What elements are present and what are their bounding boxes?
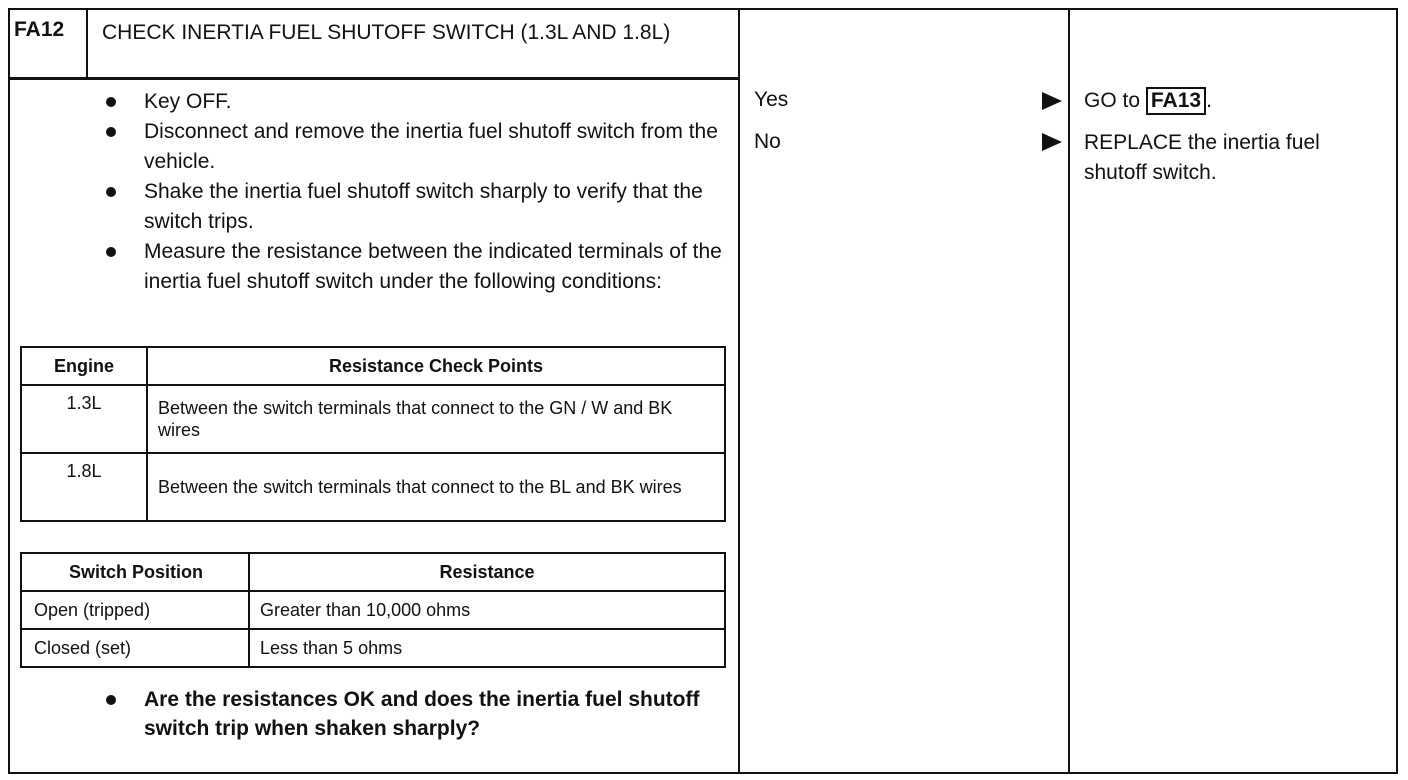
column-header-switch-position: Switch Position	[21, 553, 249, 591]
resistance-cell: Less than 5 ohms	[249, 629, 725, 667]
column-divider-result	[1068, 8, 1070, 774]
bullet-icon	[106, 695, 116, 705]
action-yes	[1084, 86, 1364, 116]
engine-cell: 1.8L	[21, 453, 147, 521]
instruction-item	[102, 177, 722, 237]
column-header-resistance: Resistance	[249, 553, 725, 591]
bullet-icon	[106, 187, 116, 197]
test-question	[102, 685, 722, 743]
action-text: REPLACE the inertia fuel shutoff switch.	[1084, 131, 1320, 184]
switch-position-cell: Closed (set)	[21, 629, 249, 667]
instruction-text: Disconnect and remove the inertia fuel shutoff switch from the vehicle.	[144, 120, 718, 173]
table-row	[21, 629, 725, 667]
bullet-icon	[106, 127, 116, 137]
table-row	[21, 385, 725, 453]
arrow-right-icon	[1042, 133, 1062, 151]
switch-position-cell: Open (tripped)	[21, 591, 249, 629]
step-id: FA12	[8, 8, 88, 77]
instruction-text: Shake the inertia fuel shutoff switch sharply to verify that the switch trips.	[144, 180, 703, 233]
action-text: GO to	[1084, 89, 1146, 112]
step-reference-link[interactable]: FA13	[1146, 87, 1206, 115]
resistance-cell: Greater than 10,000 ohms	[249, 591, 725, 629]
bullet-icon	[106, 247, 116, 257]
column-divider-test	[738, 8, 740, 774]
step-header	[8, 8, 740, 80]
action-no	[1084, 128, 1364, 188]
action-suffix: .	[1206, 89, 1212, 112]
instruction-list	[102, 87, 722, 297]
table-header-row	[21, 553, 725, 591]
switch-resistance-table	[20, 552, 726, 668]
column-header-engine: Engine	[21, 347, 147, 385]
table-row	[21, 453, 725, 521]
instruction-item	[102, 117, 722, 177]
check-points-cell: Between the switch terminals that connect to the BL and BK wires	[147, 453, 725, 521]
answer-yes: Yes	[754, 88, 789, 111]
bullet-icon	[106, 97, 116, 107]
instruction-item	[102, 87, 722, 117]
instruction-item	[102, 237, 722, 297]
arrow-right-icon	[1042, 92, 1062, 110]
question-text: Are the resistances OK and does the inertia fuel shutoff switch trip when shaken sharply?	[144, 688, 700, 740]
table-row	[21, 591, 725, 629]
engine-cell: 1.3L	[21, 385, 147, 453]
step-title: CHECK INERTIA FUEL SHUTOFF SWITCH (1.3L AND 1.8L)	[102, 21, 671, 44]
table-header-row	[21, 347, 725, 385]
instruction-text: Key OFF.	[144, 90, 232, 113]
column-header-check-points: Resistance Check Points	[147, 347, 725, 385]
check-points-cell: Between the switch terminals that connect to the GN / W and BK wires	[147, 385, 725, 453]
engine-check-table	[20, 346, 726, 522]
answer-no: No	[754, 130, 781, 153]
instruction-text: Measure the resistance between the indicated terminals of the inertia fuel shutoff switch under the following conditions:	[144, 240, 722, 293]
